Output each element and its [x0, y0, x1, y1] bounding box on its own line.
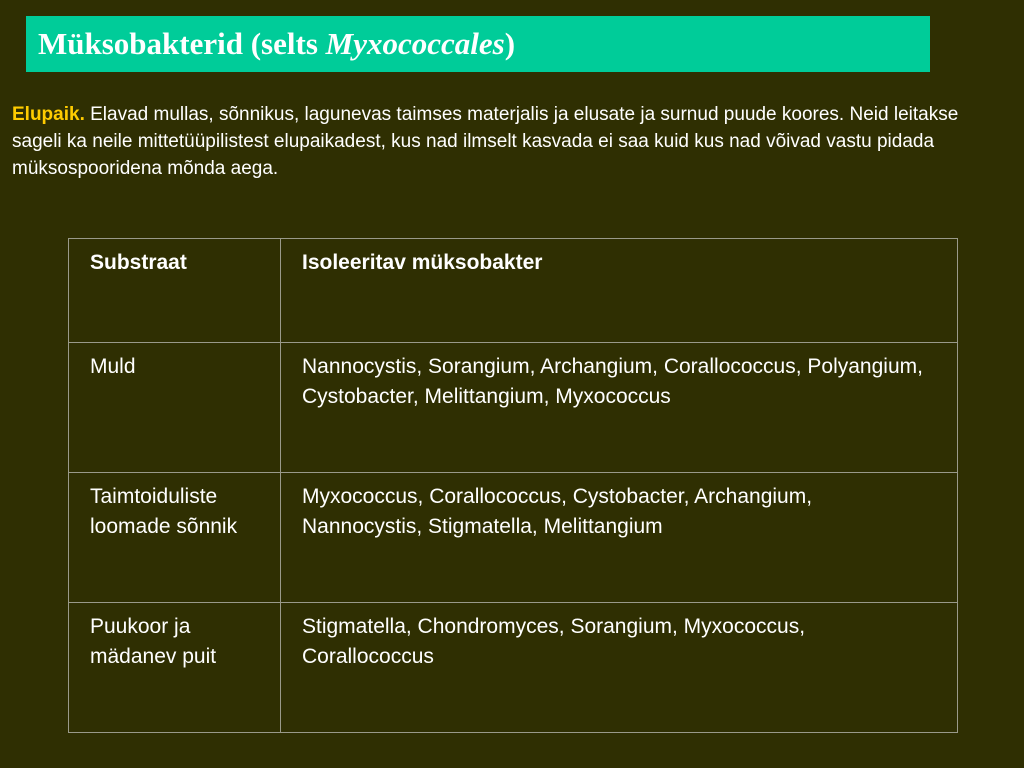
substrate-cell: Puukoor ja mädanev puit [69, 603, 281, 733]
header-substrate: Substraat [69, 239, 281, 343]
substrate-table [68, 238, 958, 733]
substrate-cell: Taimtoiduliste loomade sõnnik [69, 473, 281, 603]
myxobacteria-cell: Stigmatella, Chondromyces, Sorangium, Myxococcus, Corallococcus [281, 603, 958, 733]
table-row [69, 343, 958, 473]
habitat-text: Elavad mullas, sõnnikus, lagunevas taimses materjalis ja elusate ja surnud puude koores. Neid leitakse sageli ka neile mittetüüpilistest elupaikadest, kus nad ilmselt kasvada ei saa kuid kus nad võivad vastu pidada müksospooridena mõnda aega. [12, 104, 959, 179]
substrate-cell: Muld [69, 343, 281, 473]
table-header-row [69, 239, 958, 343]
title-bar [26, 16, 930, 72]
myxobacteria-cell: Nannocystis, Sorangium, Archangium, Corallococcus, Polyangium, Cystobacter, Melittangium, Myxococcus [281, 343, 958, 473]
header-myxobacteria: Isoleeritav müksobakter [281, 239, 958, 343]
table-row [69, 473, 958, 603]
myxobacteria-cell: Myxococcus, Corallococcus, Cystobacter, Archangium, Nannocystis, Stigmatella, Melittangium [281, 473, 958, 603]
title-prefix: Müksobakterid (selts [38, 26, 326, 61]
table-row [69, 603, 958, 733]
habitat-label: Elupaik. [12, 104, 85, 125]
title-suffix: ) [504, 26, 516, 61]
title-italic: Myxococcales [325, 26, 505, 61]
slide-title [38, 26, 515, 62]
habitat-paragraph [12, 101, 1012, 182]
